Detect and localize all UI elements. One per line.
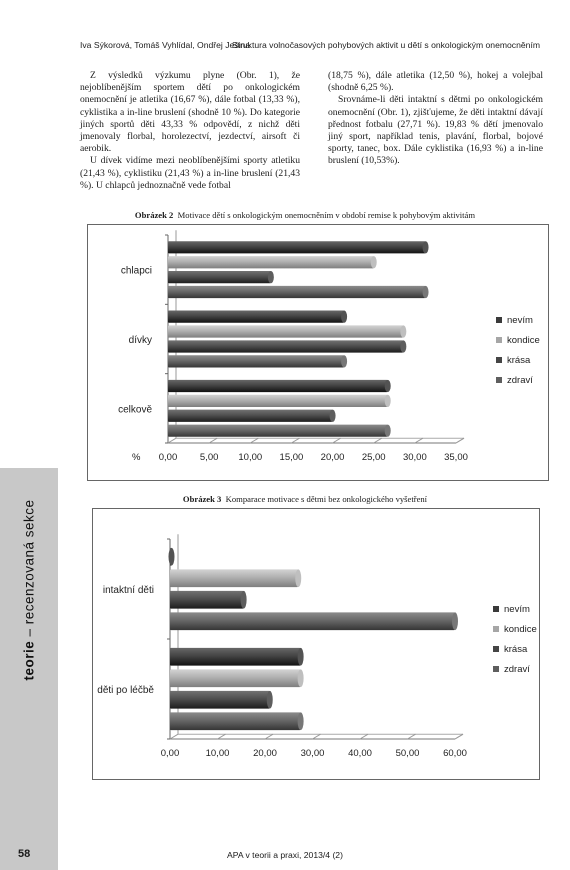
bar-divky-nevim bbox=[168, 311, 344, 323]
bar-celkove-krasa bbox=[168, 410, 333, 422]
x-tick bbox=[218, 734, 226, 739]
x-tick-label: 50,00 bbox=[395, 748, 420, 759]
bar-cap-intaktni-deti-nevim bbox=[169, 548, 175, 566]
legend-swatch bbox=[493, 666, 499, 672]
x-tick-label: 10,00 bbox=[205, 748, 230, 759]
bar-divky-kondice bbox=[168, 325, 403, 337]
bar-cap-celkove-nevim bbox=[385, 380, 391, 392]
header-authors: Iva Sýkorová, Tomáš Vyhlídal, Ondřej Ješina bbox=[80, 40, 251, 50]
bar-cap-deti-po-lecbe-krasa bbox=[267, 691, 273, 709]
bar-celkove-nevim bbox=[168, 380, 388, 392]
figure-caption-1 bbox=[60, 210, 550, 220]
x-tick bbox=[455, 734, 463, 739]
bar-deti-po-lecbe-zdravi bbox=[170, 712, 301, 730]
legend-swatch bbox=[493, 646, 499, 652]
legend-swatch bbox=[493, 626, 499, 632]
x-tick bbox=[209, 438, 217, 443]
x-tick-label: 40,00 bbox=[348, 748, 372, 759]
x-tick-label: 20,00 bbox=[253, 748, 277, 759]
bar-cap-intaktni-deti-krasa bbox=[241, 591, 247, 609]
figure-caption-text: Komparace motivace s dětmi bez onkologického vyšetření bbox=[225, 494, 428, 504]
legend-nevim: nevím bbox=[504, 604, 530, 615]
body-column-left bbox=[80, 70, 300, 192]
bar-cap-intaktni-deti-kondice bbox=[295, 569, 301, 587]
bar-cap-chlapci-kondice bbox=[371, 256, 377, 268]
bar-cap-celkove-krasa bbox=[330, 410, 336, 422]
bar-chlapci-nevim bbox=[168, 241, 426, 253]
bar-deti-po-lecbe-krasa bbox=[170, 691, 270, 709]
bar-chlapci-zdravi bbox=[168, 286, 426, 298]
bar-cap-divky-kondice bbox=[400, 325, 406, 337]
figure-caption-text: Motivace dětí s onkologickým onemocněním v období remise k pohybovým aktivitám bbox=[177, 210, 476, 220]
bar-celkove-kondice bbox=[168, 395, 388, 407]
x-tick bbox=[250, 438, 258, 443]
bar-cap-chlapci-zdravi bbox=[423, 286, 429, 298]
bar-cap-chlapci-krasa bbox=[268, 271, 274, 283]
legend-kondice: kondice bbox=[507, 335, 540, 346]
body-column-right bbox=[328, 70, 543, 168]
legend-swatch bbox=[496, 357, 502, 363]
legend-swatch bbox=[496, 317, 502, 323]
figure-label: Obrázek 2 bbox=[134, 210, 174, 220]
x-tick bbox=[456, 438, 464, 443]
header-title: Struktura volnočasových pohybových aktivit u dětí s onkologickým onemocněním bbox=[231, 40, 540, 50]
category-label: dívky bbox=[128, 335, 152, 346]
bar-deti-po-lecbe-kondice bbox=[170, 669, 301, 687]
chart-2-svg bbox=[93, 509, 541, 781]
legend-zdravi: zdraví bbox=[504, 664, 530, 675]
bar-deti-po-lecbe-nevim bbox=[170, 648, 301, 666]
legend-nevim: nevím bbox=[507, 315, 533, 326]
x-unit-label: % bbox=[132, 452, 141, 463]
category-label: chlapci bbox=[120, 265, 152, 277]
bar-cap-deti-po-lecbe-kondice bbox=[298, 669, 304, 687]
x-tick bbox=[313, 734, 321, 739]
figure-caption-2 bbox=[60, 494, 550, 504]
x-tick-label: 20,00 bbox=[320, 452, 345, 463]
bar-intaktni-deti-krasa bbox=[170, 591, 244, 609]
x-tick-label: 25,00 bbox=[361, 452, 386, 463]
paragraph: (18,75 %), dále atletika (12,50 %), hokej a volejbal (shodně 6,25 %). bbox=[328, 70, 543, 94]
x-tick bbox=[291, 438, 299, 443]
x-tick bbox=[408, 734, 416, 739]
legend-kondice: kondice bbox=[504, 624, 537, 635]
page-number: 58 bbox=[18, 848, 31, 860]
bar-cap-celkove-zdravi bbox=[385, 425, 391, 437]
bar-cap-intaktni-deti-zdravi bbox=[452, 612, 458, 630]
x-tick-label: 60,00 bbox=[443, 748, 467, 759]
x-tick bbox=[415, 438, 423, 443]
bar-cap-deti-po-lecbe-nevim bbox=[298, 648, 304, 666]
paragraph: Srovnáme-li děti intaktní s dětmi po onkologickém onemocnění (Obr. 1), zjišťujeme, že děti intaktní dávají přednost fotbalu (27,71 %). 19,83 % dětí jmenovalo jiný sport, například tenis, plavání, florbal, bojové sporty, tanec, box. Dále cyklistika (16,93 %) a in-line bruslení (10,53%). bbox=[328, 94, 543, 167]
bar-cap-celkove-kondice bbox=[385, 395, 391, 407]
x-tick-label: 15,00 bbox=[279, 452, 304, 463]
x-tick-label: 0,00 bbox=[160, 748, 180, 759]
bar-cap-divky-zdravi bbox=[341, 355, 347, 367]
bar-cap-chlapci-nevim bbox=[423, 241, 429, 253]
x-tick-label: 35,00 bbox=[444, 452, 468, 463]
bar-cap-divky-nevim bbox=[341, 311, 347, 323]
section-label-dash: – bbox=[21, 624, 37, 641]
figure-label: Obrázek 3 bbox=[182, 494, 222, 504]
chart-motivation-comparison bbox=[92, 508, 540, 780]
x-tick-label: 5,00 bbox=[199, 452, 219, 463]
legend-krasa: krása bbox=[507, 355, 531, 366]
running-header bbox=[80, 40, 540, 54]
x-tick bbox=[168, 438, 176, 443]
category-label: celkově bbox=[118, 404, 152, 416]
bar-chlapci-kondice bbox=[168, 256, 374, 268]
bar-cap-divky-krasa bbox=[400, 340, 406, 352]
paragraph: U dívek vidíme mezi neoblíbenějšími sporty atletiku (21,43 %), cyklistiku (21,43 %) a in-line bruslení (21,43 %). U chlapců jednoznačně vede fotbal bbox=[80, 155, 300, 191]
x-tick-label: 30,00 bbox=[402, 452, 427, 463]
paragraph: Z výsledků výzkumu plyne (Obr. 1), že nejoblíbenějším sportem dětí po onkologickém onemocnění je atletika (16,67 %), dále fotbal (13,33 %), cyklistika a in-line bruslení (shodně 10 %). Do kategorie jiných sportů děti 43,33 % odpovědí, z nichž děti jmenovaly florbal, horolezectví, jezdectví, airsoft či aerobik. bbox=[80, 70, 300, 155]
section-label-main: teorie bbox=[21, 640, 37, 681]
legend-swatch bbox=[493, 606, 499, 612]
x-tick-label: 0,00 bbox=[158, 452, 178, 463]
chart-motivation-remission bbox=[87, 224, 549, 481]
section-label bbox=[22, 499, 37, 680]
legend-zdravi: zdraví bbox=[507, 375, 533, 386]
x-tick-label: 30,00 bbox=[300, 748, 325, 759]
x-tick bbox=[374, 438, 382, 443]
category-label: děti po léčbě bbox=[97, 685, 154, 696]
bar-celkove-zdravi bbox=[168, 425, 388, 437]
category-label: intaktní děti bbox=[102, 585, 154, 596]
page-footer: APA v teorii a praxi, 2013/4 (2) bbox=[227, 850, 343, 860]
bar-chlapci-krasa bbox=[168, 271, 271, 283]
bar-cap-deti-po-lecbe-zdravi bbox=[298, 712, 304, 730]
bar-intaktni-deti-zdravi bbox=[170, 612, 455, 630]
legend-swatch bbox=[496, 337, 502, 343]
bar-intaktni-deti-kondice bbox=[170, 569, 298, 587]
x-tick bbox=[265, 734, 273, 739]
section-label-sub: recenzovaná sekce bbox=[21, 499, 37, 625]
legend-swatch bbox=[496, 377, 502, 383]
chart-1-svg bbox=[88, 225, 550, 482]
bar-divky-krasa bbox=[168, 340, 403, 352]
x-tick-label: 10,00 bbox=[238, 452, 263, 463]
x-tick bbox=[170, 734, 178, 739]
legend-krasa: krása bbox=[504, 644, 528, 655]
bar-divky-zdravi bbox=[168, 355, 344, 367]
x-tick bbox=[333, 438, 341, 443]
x-tick bbox=[360, 734, 368, 739]
